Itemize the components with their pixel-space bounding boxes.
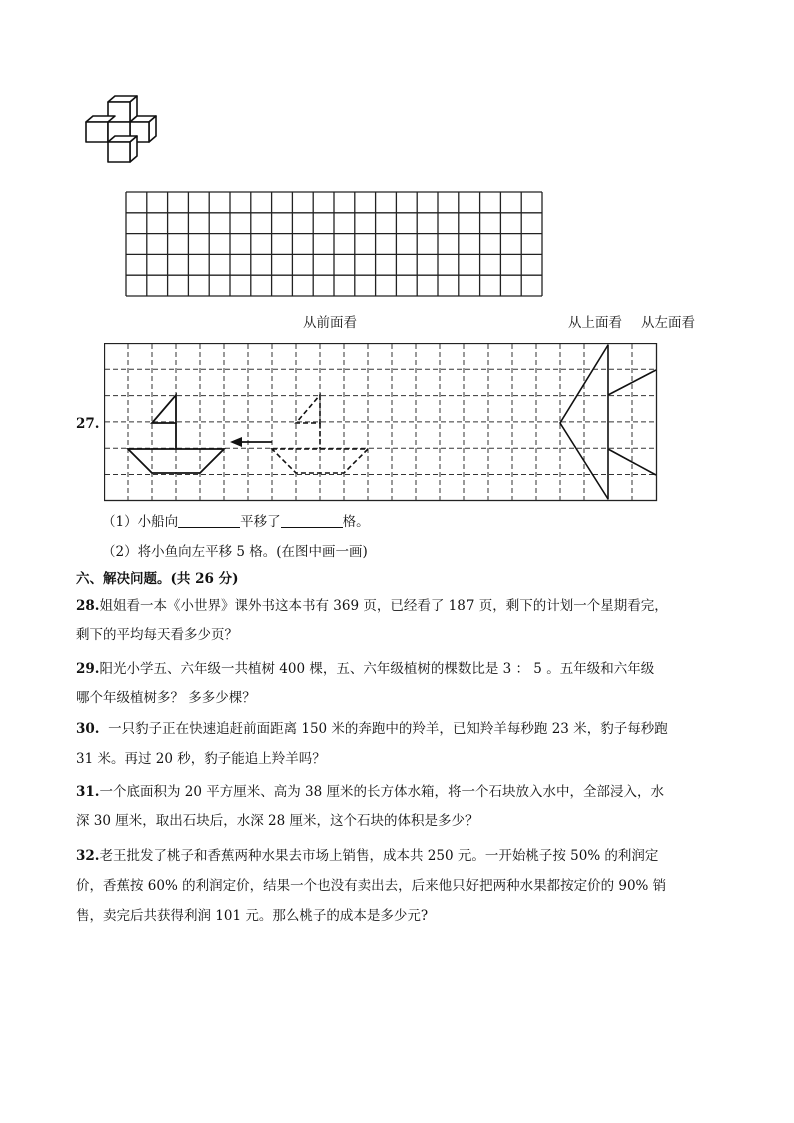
q27-sub1 [102, 512, 370, 532]
q27-sub1-text-b: 平移了 [240, 514, 281, 530]
q30-line2: 31 米。再过 20 秒，豹子能追上羚羊吗？ [76, 751, 326, 767]
q27-number: 27. [76, 416, 100, 432]
q27-sub1-text-a: （1）小船向 [102, 514, 179, 530]
direction-blank[interactable] [178, 513, 240, 528]
view-drawing-grid[interactable] [124, 190, 548, 302]
left-arrow-icon [230, 437, 272, 447]
q27-sub1-text-c: 格。 [342, 514, 370, 530]
boat-dashed [272, 395, 368, 473]
q31-line2: 深 30 厘米，取出石块后，水深 28 厘米，这个石块的体积是多少？ [76, 813, 479, 829]
q32-number: 32. [76, 848, 100, 864]
q29-line1 [76, 659, 654, 679]
q32-text-1: 老王批发了桃子和香蕉两种水果去市场上销售，成本共 250 元。一开始桃子按 50% 的利润定 [99, 848, 659, 864]
q29-line2: 哪个年级植树多？ 多多少棵？ [76, 690, 256, 706]
q30-text-1: 一只豹子正在快速追赶前面距离 150 米的奔跑中的羚羊，已知羚羊每秒跑 23 米，豹子每秒跑 [99, 721, 668, 737]
q28-line1 [76, 596, 668, 616]
q32-line3: 售，卖完后共获得利润 101 元。那么桃子的成本是多少元? [76, 908, 429, 924]
q28-number: 28. [76, 598, 100, 614]
q27-sub2: （2）将小鱼向左平移 5 格。(在图中画一画) [102, 544, 368, 560]
q30-number: 30. [76, 721, 100, 737]
q31-text-1: 一个底面积为 20 平方厘米、高为 38 厘米的长方体水箱，将一个石块放入水中，全部浸入，水 [99, 784, 665, 800]
cube-stack-figure [84, 94, 160, 166]
q31-line1 [76, 782, 664, 802]
q29-number: 29. [76, 661, 100, 677]
q29-text-1: 阳光小学五、六年级一共植树 400 棵，五、六年级植树的棵数比是 3 ： 5 。五年级和六年级 [99, 661, 655, 677]
section-6-heading: 六、解决问题。(共 26 分) [76, 571, 239, 587]
front-view-label: 从前面看 [303, 315, 357, 331]
q28-line2: 剩下的平均每天看多少页？ [76, 627, 238, 643]
q32-line1 [76, 846, 658, 866]
translation-grid[interactable] [104, 343, 658, 503]
left-view-label: 从左面看 [641, 315, 695, 331]
q30-line1 [76, 719, 668, 739]
distance-blank[interactable] [281, 513, 343, 528]
boat-solid [128, 395, 224, 473]
top-view-label: 从上面看 [568, 315, 622, 331]
q28-text-1: 姐姐看一本《小世界》课外书这本书有 369 页，已经看了 187 页，剩下的计划一个星期看完， [99, 598, 668, 614]
q31-number: 31. [76, 784, 100, 800]
q32-line2: 价，香蕉按 60% 的利润定价，结果一个也没有卖出去，后来他只好把两种水果都按定价的 90% 销 [76, 878, 667, 894]
